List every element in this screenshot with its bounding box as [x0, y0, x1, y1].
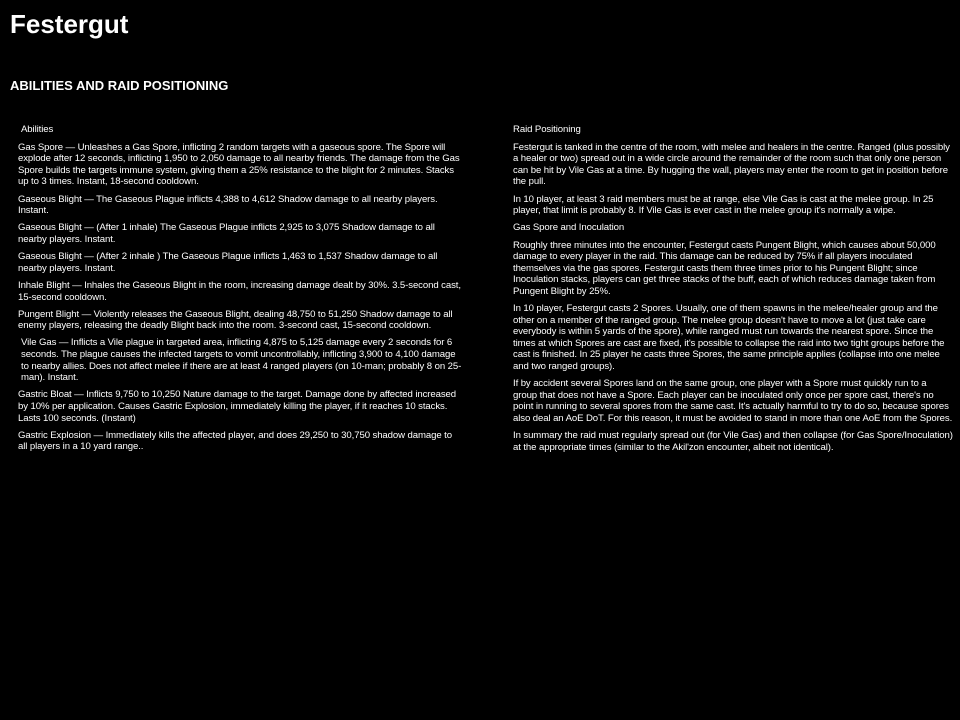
- ability-gaseous-blight-3: Gaseous Blight — (After 2 inhale ) The Gaseous Plague inflicts 1,463 to 1,537 Shadow damage to all nearby players. Instant.: [18, 251, 438, 274]
- ability-inhale-blight: Inhale Blight — Inhales the Gaseous Blight in the room, increasing damage dealt by 30%. 3.5-second cast, 15-second cooldown.: [18, 279, 461, 303]
- positioning-heading: Raid Positioning: [513, 124, 581, 135]
- abilities-heading: Abilities: [21, 124, 54, 135]
- positioning-tanking: Festergut is tanked in the centre of the room, with melee and healers in the centre. Ranged (plus possibly a healer or two) spread out in a wide circle around the remainder of the room such that only one person can be hit by Vile Gas at a time. By hugging the wall, players may enter the room to get in position before the pull.: [513, 141, 950, 188]
- positioning-spores-10-player: In 10 player, Festergut casts 2 Spores. Usually, one of them spawns in the melee/healer group and the other on a member of the ranged group. The melee group doesn't have to move a lot (just take care everybody is within 5 yards of the spore), while ranged must run towards the nearest spore. Since the times at which Spores are cast are fixed, it's possible to collapse the raid into two tight groups before the cast is finished. In 25 player he casts three Spores, the same principle applies (collapse into one melee and two ranged groups).: [513, 303, 945, 373]
- ability-pungent-blight: Pungent Blight — Violently releases the Gaseous Blight, dealing 48,750 to 51,250 Shadow damage to all enemy players, releasing the deadly Blight back into the room. 3-second cast, 15-second cooldown.: [18, 308, 453, 332]
- ability-gaseous-blight-1: Gaseous Blight — The Gaseous Plague inflicts 4,388 to 4,612 Shadow damage to all nearby players. Instant.: [18, 193, 438, 217]
- positioning-subheading-gas-spore: Gas Spore and Inoculation: [513, 222, 625, 234]
- positioning-spore-accident: If by accident several Spores land on the same group, one player with a Spore must quickly run to a group that does not have a Spore. Each player can be inoculated only once per spore cast, there's no point in running to several spores from the same cast. It's actually harmful to try to do so, because spores also deal an AoE DoT. For this reason, it must be avoided to stand in more than one AoE from the Spores.: [513, 378, 953, 425]
- positioning-pungent-blight: Roughly three minutes into the encounter, Festergut casts Pungent Blight, which causes about 50,000 damage to every player in the raid. This damage can be reduced by 75% if all players inoculated themselves via the gas spores. Festergut casts them three times prior to his Pungent Blight; since Inoculation stacks, players can get three stacks of the buff, each of which reduces damage taken from Pungent Blight by 25%.: [513, 239, 936, 297]
- abilities-column: [18, 124, 462, 459]
- ability-gas-spore: Gas Spore — Unleashes a Gas Spore, inflicting 2 random targets with a gaseous spore. The Spore will explode after 12 seconds, inflicting 1,950 to 2,050 damage to all nearby friends. The damage from the Gas Spore builds the targets immune system, giving them a 25% resistance to the blight for 2 minutes. Stacks up to 3 times. Instant, 18-second cooldown.: [18, 141, 460, 188]
- ability-gaseous-blight-2: Gaseous Blight — (After 1 inhale) The Gaseous Plague inflicts 2,925 to 3,075 Shadow damage to all nearby players. Instant.: [18, 222, 435, 245]
- positioning-summary: In summary the raid must regularly spread out (for Vile Gas) and then collapse (for Gas Spore/Inoculation) at the appropriate times (similar to the Akil'zon encounter, albeit not identical).: [513, 430, 953, 453]
- ability-vile-gas: Vile Gas — Inflicts a Vile plague in targeted area, inflicting 4,875 to 5,125 damage every 2 seconds for 6 seconds. The plague causes the infected targets to vomit uncontrollably, inflicting 3,900 to 4,100 damage to nearby allies. Does not affect melee if there are at least 4 ranged players (on 10-man; probably 8 on 25-man). Instant.: [21, 337, 462, 384]
- page-title: Festergut: [10, 9, 129, 39]
- positioning-range-limit: In 10 player, at least 3 raid members must be at range, else Vile Gas is cast at the melee group. In 25 player, that limit is probably 8. If Vile Gas is ever cast in the melee group it's normally a wipe.: [513, 193, 934, 217]
- positioning-column: [513, 124, 953, 459]
- ability-gastric-bloat: Gastric Bloat — Inflicts 9,750 to 10,250 Nature damage to the target. Damage done by affected increased by 10% per application. Causes Gastric Explosion, immediately killing the player, if it reaches 10 stacks. Lasts 100 seconds. (Instant): [18, 389, 457, 424]
- page-subtitle: ABILITIES AND RAID POSITIONING: [10, 78, 229, 93]
- ability-gastric-explosion: Gastric Explosion — Immediately kills the affected player, and does 29,250 to 30,750 shadow damage to all players in a 10 yard range..: [18, 429, 452, 453]
